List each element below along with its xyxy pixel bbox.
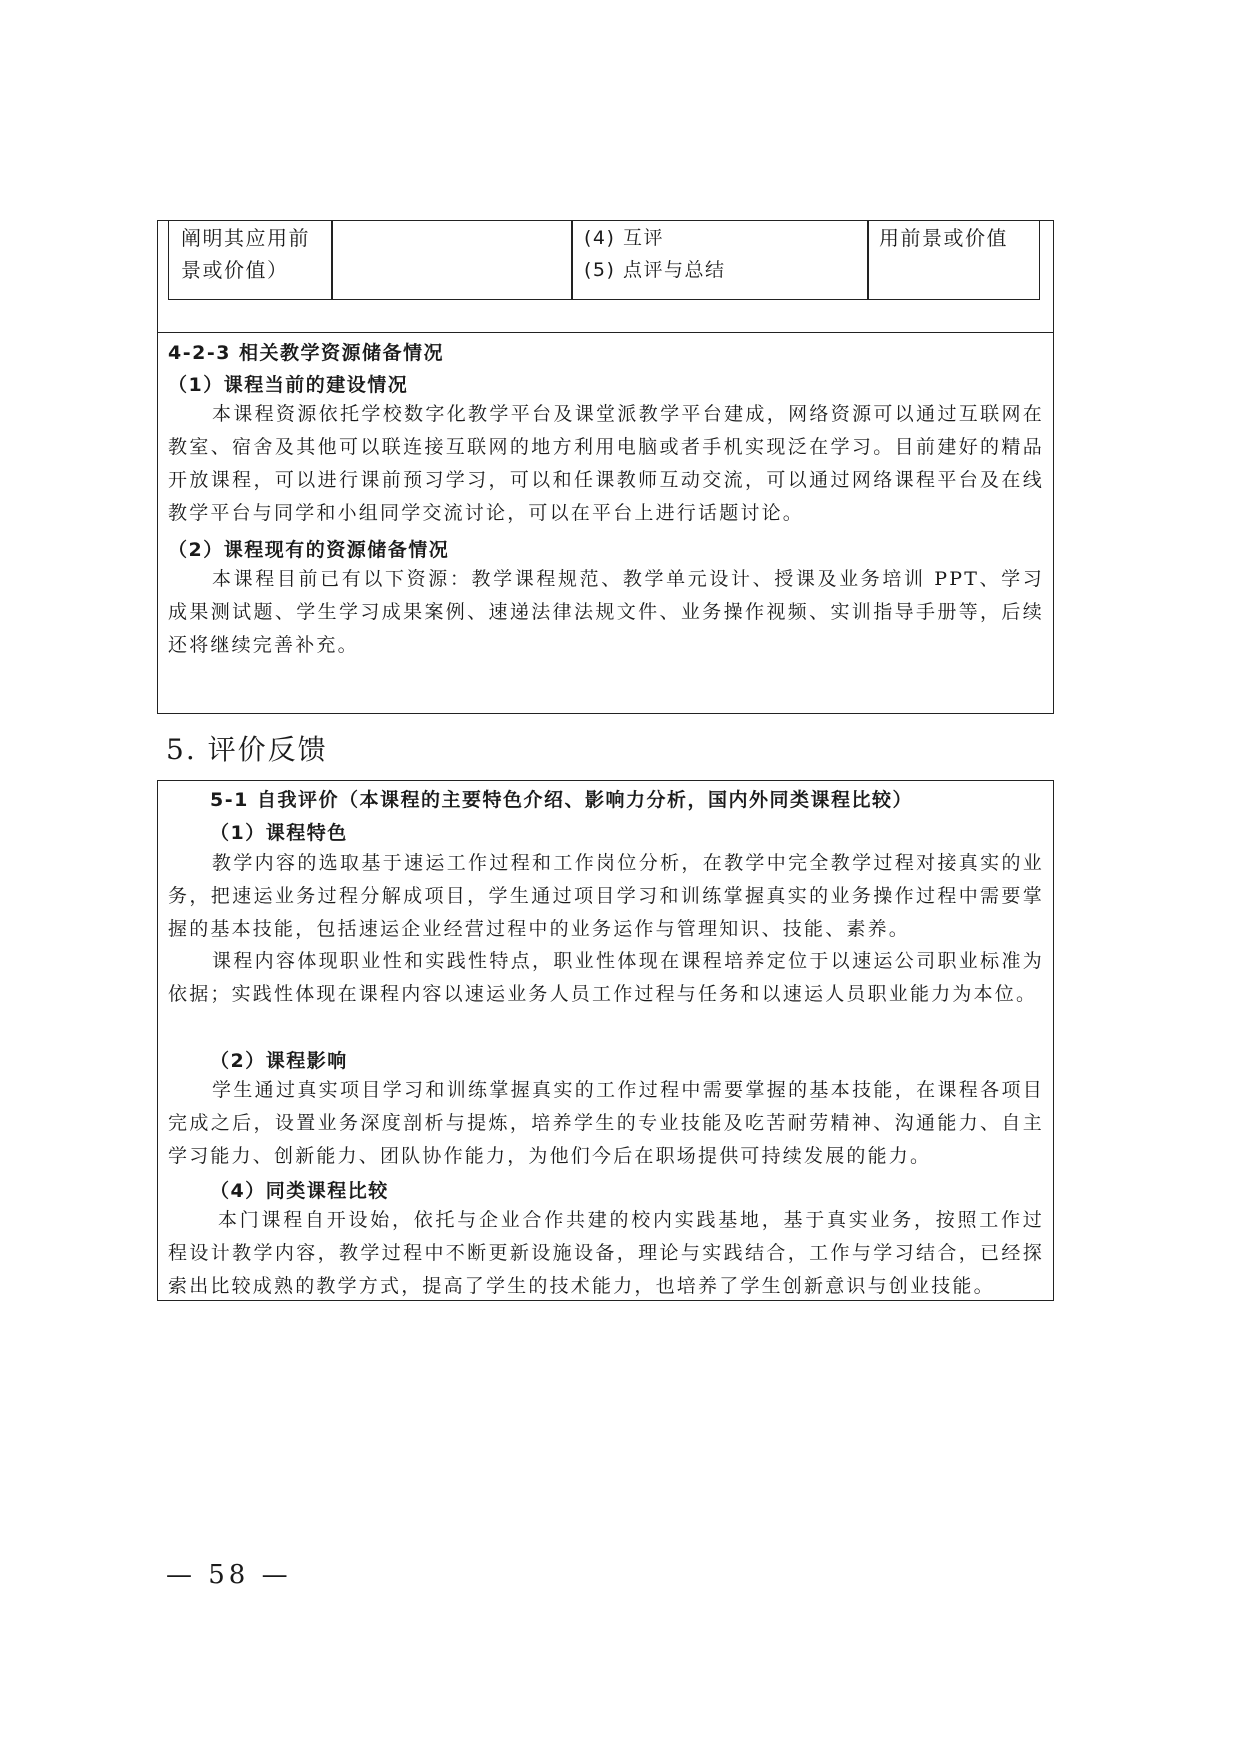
- top-table-divider-3: [867, 220, 869, 300]
- evaluation-sub-1: （1）课程特色: [210, 822, 348, 844]
- top-table-cell-3: [584, 222, 864, 286]
- resources-para-2: 本课程目前已有以下资源：教学课程规范、教学单元设计、授课及业务培训 PPT、学习成果测试题、学生学习成果案例、速递法律法规文件、业务操作视频、实训指导手册等，后续还将继续完善补充。: [168, 568, 1044, 656]
- evaluation-para-1: 教学内容的选取基于速运工作过程和工作岗位分析，在教学中完全教学过程对接真实的业务，把速运业务过程分解成项目，学生通过项目学习和训练掌握真实的业务操作过程中需要掌握的基本技能，包括速运企业经营过程中的业务运作与管理知识、技能、素养。: [168, 852, 1044, 940]
- section-5-title: 5. 评价反馈: [166, 733, 328, 766]
- resources-heading: 4-2-3 相关教学资源储备情况: [168, 342, 445, 364]
- top-table-divider-1: [331, 220, 333, 300]
- evaluation-heading: 5-1 自我评价（本课程的主要特色介绍、影响力分析，国内外同类课程比较）: [210, 789, 913, 811]
- cell-3-line-2: (5) 点评与总结: [584, 259, 726, 281]
- resources-sub-2: （2）课程现有的资源储备情况: [168, 539, 450, 561]
- evaluation-para-4: 本门课程自开设始，依托与企业合作共建的校内实践基地，基于真实业务，按照工作过程设计教学内容，教学过程中不断更新设施设备，理论与实践结合，工作与学习结合，已经探索出比较成熟的教学方式，提高了学生的技术能力，也培养了学生创新意识与创业技能。: [168, 1209, 1044, 1297]
- cell-4-line-1: 用前景或价值: [879, 226, 1008, 250]
- top-section-divider: [157, 332, 1054, 333]
- cell-3-line-1: (4) 互评: [584, 227, 664, 249]
- evaluation-sub-2: （2）课程影响: [210, 1050, 348, 1072]
- resources-sub-1: （1）课程当前的建设情况: [168, 374, 409, 396]
- evaluation-para-3: 学生通过真实项目学习和训练掌握真实的工作过程中需要掌握的基本技能，在课程各项目完成之后，设置业务深度剖析与提炼，培养学生的专业技能及吃苦耐劳精神、沟通能力、自主学习能力、创新能力、团队协作能力，为他们今后在职场提供可持续发展的能力。: [168, 1079, 1044, 1167]
- evaluation-sub-3: （4）同类课程比较: [210, 1180, 389, 1202]
- cell-1-line-1: 阐明其应用前: [181, 226, 310, 250]
- top-table-cell-1: [181, 222, 326, 286]
- evaluation-para-2: 课程内容体现职业性和实践性特点，职业性体现在课程培养定位于以速运公司职业标准为依据；实践性体现在课程内容以速运业务人员工作过程与任务和以速运人员职业能力为本位。: [168, 950, 1044, 1005]
- resources-para-1: 本课程资源依托学校数字化教学平台及课堂派教学平台建成，网络资源可以通过互联网在教室、宿舍及其他可以联连接互联网的地方利用电脑或者手机实现泛在学习。目前建好的精品开放课程，可以进行课前预习学习，可以和任课教师互动交流，可以通过网络课程平台及在线教学平台与同学和小组同学交流讨论，可以在平台上进行话题讨论。: [168, 403, 1044, 524]
- cell-1-line-2: 景或价值）: [181, 258, 289, 282]
- page-number: — 58 —: [166, 1560, 292, 1590]
- top-table-cell-4: [879, 222, 1039, 254]
- top-table-divider-2: [571, 220, 573, 300]
